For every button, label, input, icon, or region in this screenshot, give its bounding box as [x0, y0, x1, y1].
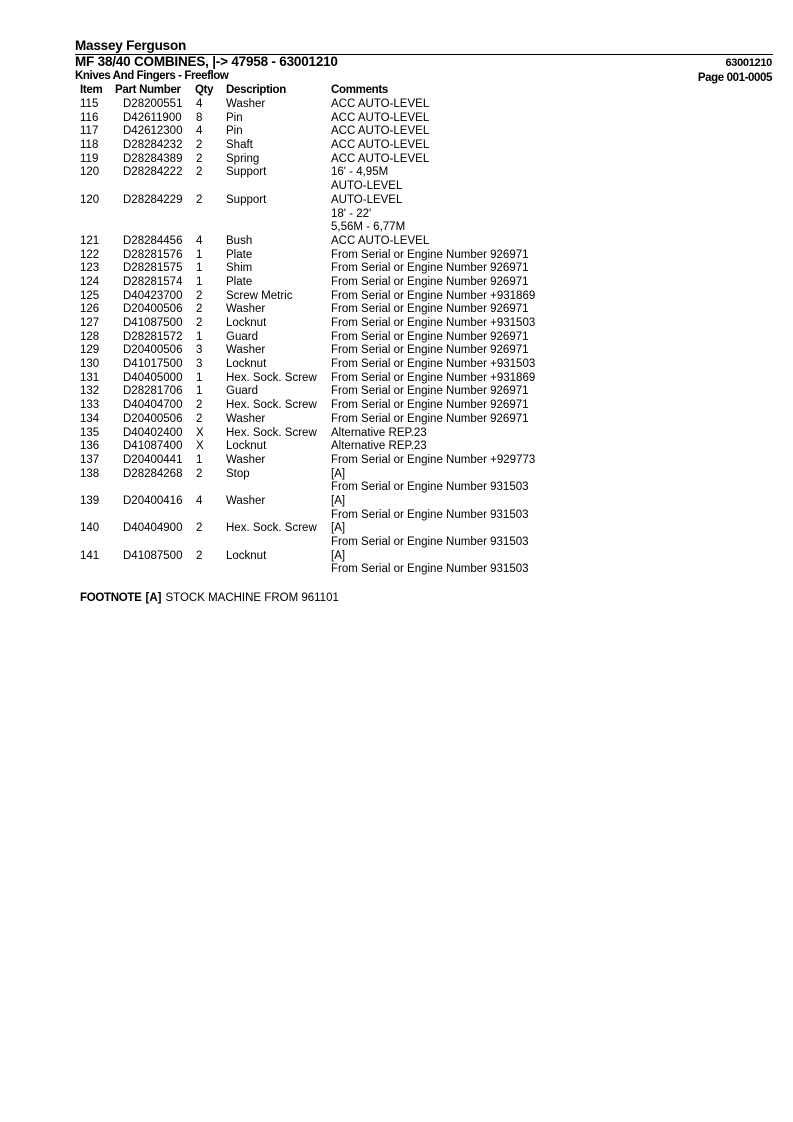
cell-qty: 4	[196, 494, 203, 507]
table-row	[0, 358, 793, 372]
cell-comments: Alternative REP.23	[331, 440, 427, 453]
cell-part-number: D28284232	[123, 139, 183, 152]
cell-item: 127	[80, 317, 100, 329]
cell-item: 128	[80, 330, 100, 343]
cell-comments: From Serial or Engine Number 931503	[331, 481, 529, 494]
table-row	[0, 536, 793, 550]
table-row	[0, 98, 793, 112]
table-row	[0, 112, 793, 126]
cell-part-number: D28281576	[123, 248, 183, 261]
cell-description: Guard	[226, 330, 258, 343]
cell-comments: 18' - 22'	[331, 207, 372, 220]
cell-comments: From Serial or Engine Number +931503	[331, 317, 536, 329]
cell-item: 116	[80, 111, 99, 124]
table-row	[0, 344, 793, 358]
table-row	[0, 468, 793, 482]
table-row	[0, 221, 793, 235]
cell-description: Bush	[226, 234, 253, 247]
cell-part-number: D20400441	[123, 453, 183, 466]
table-row	[0, 495, 793, 509]
cell-description: Locknut	[226, 549, 267, 562]
cell-comments: From Serial or Engine Number 931503	[331, 508, 529, 521]
cell-description: Screw Metric	[226, 289, 293, 302]
cell-comments: From Serial or Engine Number 926971	[331, 344, 529, 357]
cell-part-number: D28281575	[123, 262, 183, 275]
table-row	[0, 208, 793, 222]
cell-comments: From Serial or Engine Number 926971	[331, 385, 529, 398]
page-reference: Page 001-0005	[697, 72, 772, 84]
cell-part-number: D42612300	[123, 125, 183, 138]
cell-description: Hex. Sock. Screw	[226, 522, 317, 535]
cell-description: Washer	[226, 98, 266, 110]
cell-description: Washer	[226, 344, 266, 357]
cell-part-number: D41087500	[123, 549, 183, 562]
cell-qty: 3	[196, 344, 203, 357]
column-header-comments: Comments	[331, 84, 389, 96]
cell-qty: 1	[196, 371, 203, 384]
cell-comments: From Serial or Engine Number +931869	[331, 289, 536, 302]
cell-description: Shim	[226, 262, 253, 275]
cell-item: 135	[80, 426, 100, 439]
cell-qty: 2	[196, 303, 203, 316]
table-row	[0, 509, 793, 523]
cell-item: 131	[80, 371, 100, 384]
cell-comments: ACC AUTO-LEVEL	[331, 98, 430, 110]
cell-qty: 2	[196, 166, 203, 179]
cell-qty: 2	[196, 412, 203, 425]
table-row	[0, 249, 793, 263]
cell-item: 126	[80, 303, 100, 316]
cell-description: Support	[226, 193, 267, 206]
cell-description: Locknut	[226, 358, 267, 371]
cell-item: 129	[80, 344, 100, 357]
cell-item: 130	[80, 358, 100, 371]
cell-part-number: D40405000	[123, 371, 183, 384]
cell-qty: X	[196, 440, 204, 453]
cell-qty: 2	[196, 193, 203, 206]
cell-item: 119	[80, 152, 99, 165]
cell-part-number: D40423700	[123, 289, 183, 302]
table-row	[0, 317, 793, 331]
cell-description: Pin	[226, 125, 243, 138]
cell-part-number: D41087400	[123, 440, 183, 453]
cell-qty: 2	[196, 522, 203, 535]
cell-part-number: D28284456	[123, 234, 183, 247]
cell-part-number: D28281572	[123, 330, 183, 343]
cell-comments: [A]	[331, 549, 346, 562]
cell-item: 138	[80, 467, 100, 480]
cell-comments: ACC AUTO-LEVEL	[331, 111, 430, 124]
cell-comments: From Serial or Engine Number +929773	[331, 453, 536, 466]
cell-description: Hex. Sock. Screw	[226, 426, 317, 439]
cell-comments: From Serial or Engine Number 926971	[331, 275, 529, 288]
footnote	[80, 592, 339, 604]
cell-qty: X	[196, 426, 204, 439]
cell-part-number: D42611900	[123, 111, 182, 124]
cell-item: 117	[80, 125, 99, 138]
cell-description: Washer	[226, 412, 266, 425]
cell-comments: From Serial or Engine Number 926971	[331, 330, 529, 343]
cell-qty: 1	[196, 453, 203, 466]
cell-part-number: D20400416	[123, 494, 183, 507]
table-row	[0, 139, 793, 153]
brand-title: Massey Ferguson	[75, 38, 187, 53]
cell-part-number: D40404700	[123, 399, 183, 412]
cell-comments: AUTO-LEVEL	[331, 193, 403, 206]
cell-part-number: D20400506	[123, 412, 183, 425]
cell-comments: From Serial or Engine Number 931503	[331, 563, 529, 576]
cell-description: Hex. Sock. Screw	[226, 371, 317, 384]
table-row	[0, 290, 793, 304]
cell-qty: 1	[196, 248, 203, 261]
cell-part-number: D41017500	[123, 358, 183, 371]
table-row	[0, 372, 793, 386]
table-row	[0, 413, 793, 427]
cell-part-number: D41087500	[123, 317, 183, 329]
cell-qty: 1	[196, 262, 203, 275]
cell-qty: 4	[196, 125, 203, 138]
cell-comments: [A]	[331, 467, 346, 480]
cell-qty: 1	[196, 275, 203, 288]
cell-comments: 16' - 4,95M	[331, 166, 389, 179]
cell-item: 134	[80, 412, 100, 425]
cell-item: 121	[80, 234, 100, 247]
cell-comments: From Serial or Engine Number 926971	[331, 248, 529, 261]
parts-table	[0, 98, 793, 577]
footnote-text: STOCK MACHINE FROM 961101	[165, 592, 339, 604]
cell-description: Locknut	[226, 440, 267, 453]
cell-description: Stop	[226, 467, 250, 480]
cell-description: Shaft	[226, 139, 253, 152]
cell-item: 136	[80, 440, 100, 453]
cell-description: Washer	[226, 494, 266, 507]
cell-comments: From Serial or Engine Number 926971	[331, 303, 529, 316]
cell-comments: ACC AUTO-LEVEL	[331, 234, 430, 247]
cell-qty: 2	[196, 399, 203, 412]
cell-comments: AUTO-LEVEL	[331, 180, 403, 193]
cell-qty: 2	[196, 549, 203, 562]
cell-part-number: D28281574	[123, 275, 183, 288]
cell-part-number: D28200551	[123, 98, 183, 110]
cell-qty: 2	[196, 152, 203, 165]
table-row	[0, 153, 793, 167]
cell-comments: From Serial or Engine Number +931503	[331, 358, 536, 371]
table-header	[0, 84, 793, 98]
cell-part-number: D40404900	[123, 522, 183, 535]
table-row	[0, 427, 793, 441]
cell-comments: [A]	[331, 522, 346, 535]
cell-qty: 1	[196, 385, 203, 398]
column-header-item: Item	[80, 84, 103, 96]
cell-item: 124	[80, 275, 100, 288]
table-row	[0, 180, 793, 194]
cell-description: Pin	[226, 111, 243, 124]
cell-qty: 4	[196, 98, 203, 110]
cell-item: 133	[80, 399, 100, 412]
table-row	[0, 385, 793, 399]
cell-part-number: D28284389	[123, 152, 183, 165]
cell-item: 120	[80, 166, 100, 179]
table-row	[0, 166, 793, 180]
cell-description: Washer	[226, 303, 266, 316]
footnote-label: FOOTNOTE	[80, 592, 142, 604]
cell-part-number: D28281706	[123, 385, 183, 398]
cell-comments: [A]	[331, 494, 346, 507]
table-row	[0, 194, 793, 208]
cell-item: 140	[80, 522, 100, 535]
table-row	[0, 481, 793, 495]
cell-description: Locknut	[226, 317, 267, 329]
cell-part-number: D40402400	[123, 426, 183, 439]
cell-item: 139	[80, 494, 100, 507]
cell-description: Plate	[226, 275, 253, 288]
cell-comments: ACC AUTO-LEVEL	[331, 139, 430, 152]
column-header-part-number: Part Number	[115, 84, 181, 96]
cell-description: Plate	[226, 248, 253, 261]
table-row	[0, 125, 793, 139]
column-header-description: Description	[226, 84, 286, 96]
cell-comments: ACC AUTO-LEVEL	[331, 125, 430, 138]
cell-description: Support	[226, 166, 267, 179]
table-row	[0, 276, 793, 290]
table-row	[0, 522, 793, 536]
catalog-code: 63001210	[725, 57, 772, 69]
cell-qty: 2	[196, 289, 203, 302]
table-row	[0, 440, 793, 454]
cell-qty: 2	[196, 317, 203, 329]
cell-item: 120	[80, 193, 100, 206]
cell-part-number: D28284222	[123, 166, 183, 179]
column-header-qty: Qty	[195, 84, 214, 96]
table-row	[0, 235, 793, 249]
table-row	[0, 550, 793, 564]
cell-comments: From Serial or Engine Number 931503	[331, 536, 529, 548]
model-title: MF 38/40 COMBINES, |-> 47958 - 63001210	[75, 54, 338, 69]
cell-item: 123	[80, 262, 100, 275]
cell-qty: 2	[196, 467, 203, 480]
cell-part-number: D28284268	[123, 467, 183, 480]
table-row	[0, 262, 793, 276]
cell-comments: From Serial or Engine Number 926971	[331, 412, 529, 425]
cell-comments: From Serial or Engine Number 926971	[331, 399, 529, 412]
cell-comments: Alternative REP.23	[331, 426, 427, 439]
cell-comments: 5,56M - 6,77M	[331, 221, 406, 234]
cell-item: 141	[80, 549, 100, 562]
cell-part-number: D20400506	[123, 344, 183, 357]
cell-qty: 1	[196, 330, 203, 343]
cell-item: 115	[80, 98, 99, 110]
cell-description: Guard	[226, 385, 258, 398]
cell-item: 118	[80, 139, 99, 152]
cell-description: Spring	[226, 152, 260, 165]
cell-qty: 4	[196, 234, 203, 247]
cell-description: Hex. Sock. Screw	[226, 399, 317, 412]
footnote-ref: [A]	[145, 592, 162, 604]
cell-comments: From Serial or Engine Number 926971	[331, 262, 529, 275]
cell-comments: From Serial or Engine Number +931869	[331, 371, 536, 384]
cell-qty: 8	[196, 111, 203, 124]
table-row	[0, 454, 793, 468]
cell-item: 122	[80, 248, 100, 261]
section-title: Knives And Fingers - Freeflow	[75, 70, 229, 82]
table-row	[0, 399, 793, 413]
cell-part-number: D20400506	[123, 303, 183, 316]
table-row	[0, 331, 793, 345]
cell-qty: 2	[196, 139, 203, 152]
cell-description: Washer	[226, 453, 266, 466]
table-row	[0, 303, 793, 317]
cell-comments: ACC AUTO-LEVEL	[331, 152, 430, 165]
table-row	[0, 563, 793, 577]
cell-qty: 3	[196, 358, 203, 371]
cell-item: 125	[80, 289, 100, 302]
cell-part-number: D28284229	[123, 193, 183, 206]
cell-item: 132	[80, 385, 100, 398]
cell-item: 137	[80, 453, 100, 466]
